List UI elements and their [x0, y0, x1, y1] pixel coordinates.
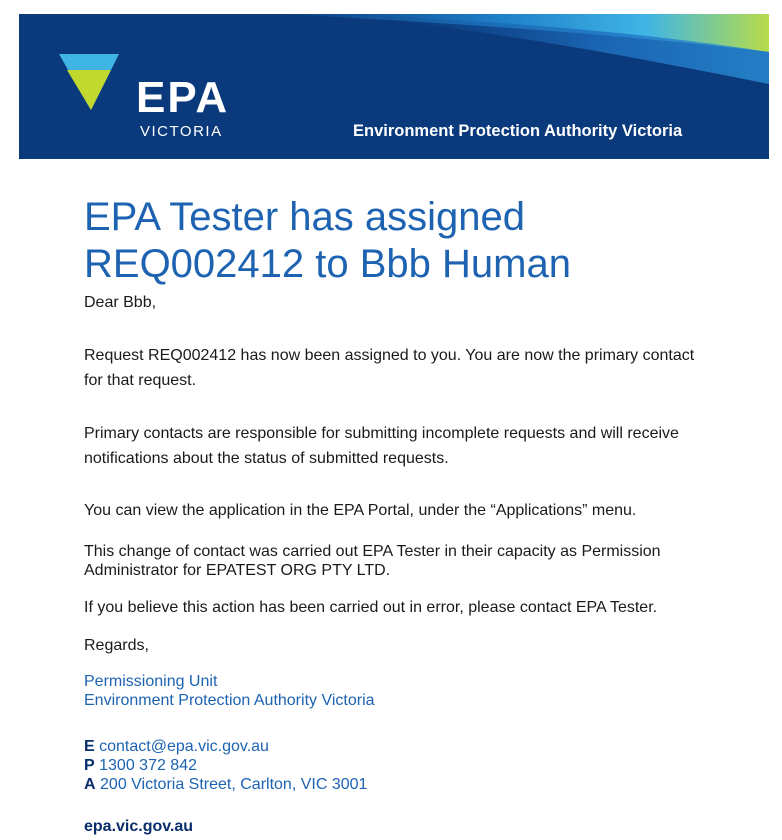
epa-logo-wordmark: EPA	[136, 73, 230, 122]
greeting: Dear Bbb,	[84, 294, 157, 311]
header-banner	[19, 14, 769, 159]
epa-logo-subtitle: VICTORIA	[140, 123, 223, 140]
paragraph-change-of-contact: This change of contact was carried out EPA Tester in their capacity as Permission Administrator for EPATEST ORG PTY LTD.	[84, 543, 661, 579]
paragraph-error: If you believe this action has been carried out in error, please contact EPA Tester.	[84, 599, 658, 616]
phone-label: P	[84, 757, 95, 774]
banner-title: Environment Protection Authority Victoria	[353, 122, 683, 140]
address-text: 200 Victoria Street, Carlton, VIC 3001	[100, 776, 368, 793]
address-label: A	[84, 776, 96, 793]
paragraph-primary-contacts: Primary contacts are responsible for submitting incomplete requests and will receive notifications about the status of submitted requests.	[84, 425, 679, 467]
website-link[interactable]: epa.vic.gov.au	[84, 818, 194, 835]
contact-phone-row	[84, 756, 367, 775]
signoff: Regards,	[84, 637, 149, 654]
email-link[interactable]: contact@epa.vic.gov.au	[99, 738, 269, 755]
page-heading: EPA Tester has assigned REQ002412 to Bbb Human	[84, 195, 571, 286]
signature-block	[84, 672, 375, 710]
contact-email-row	[84, 737, 367, 756]
signature-org: Environment Protection Authority Victoria	[84, 692, 375, 709]
paragraph-assigned: Request REQ002412 has now been assigned to you. You are now the primary contact for that request.	[84, 347, 695, 389]
contact-block	[84, 737, 367, 794]
phone-link[interactable]: 1300 372 842	[99, 757, 197, 774]
signature-unit: Permissioning Unit	[84, 673, 218, 690]
paragraph-portal: You can view the application in the EPA Portal, under the “Applications” menu.	[84, 502, 637, 519]
email-label: E	[84, 738, 95, 755]
contact-address-row	[84, 775, 367, 794]
